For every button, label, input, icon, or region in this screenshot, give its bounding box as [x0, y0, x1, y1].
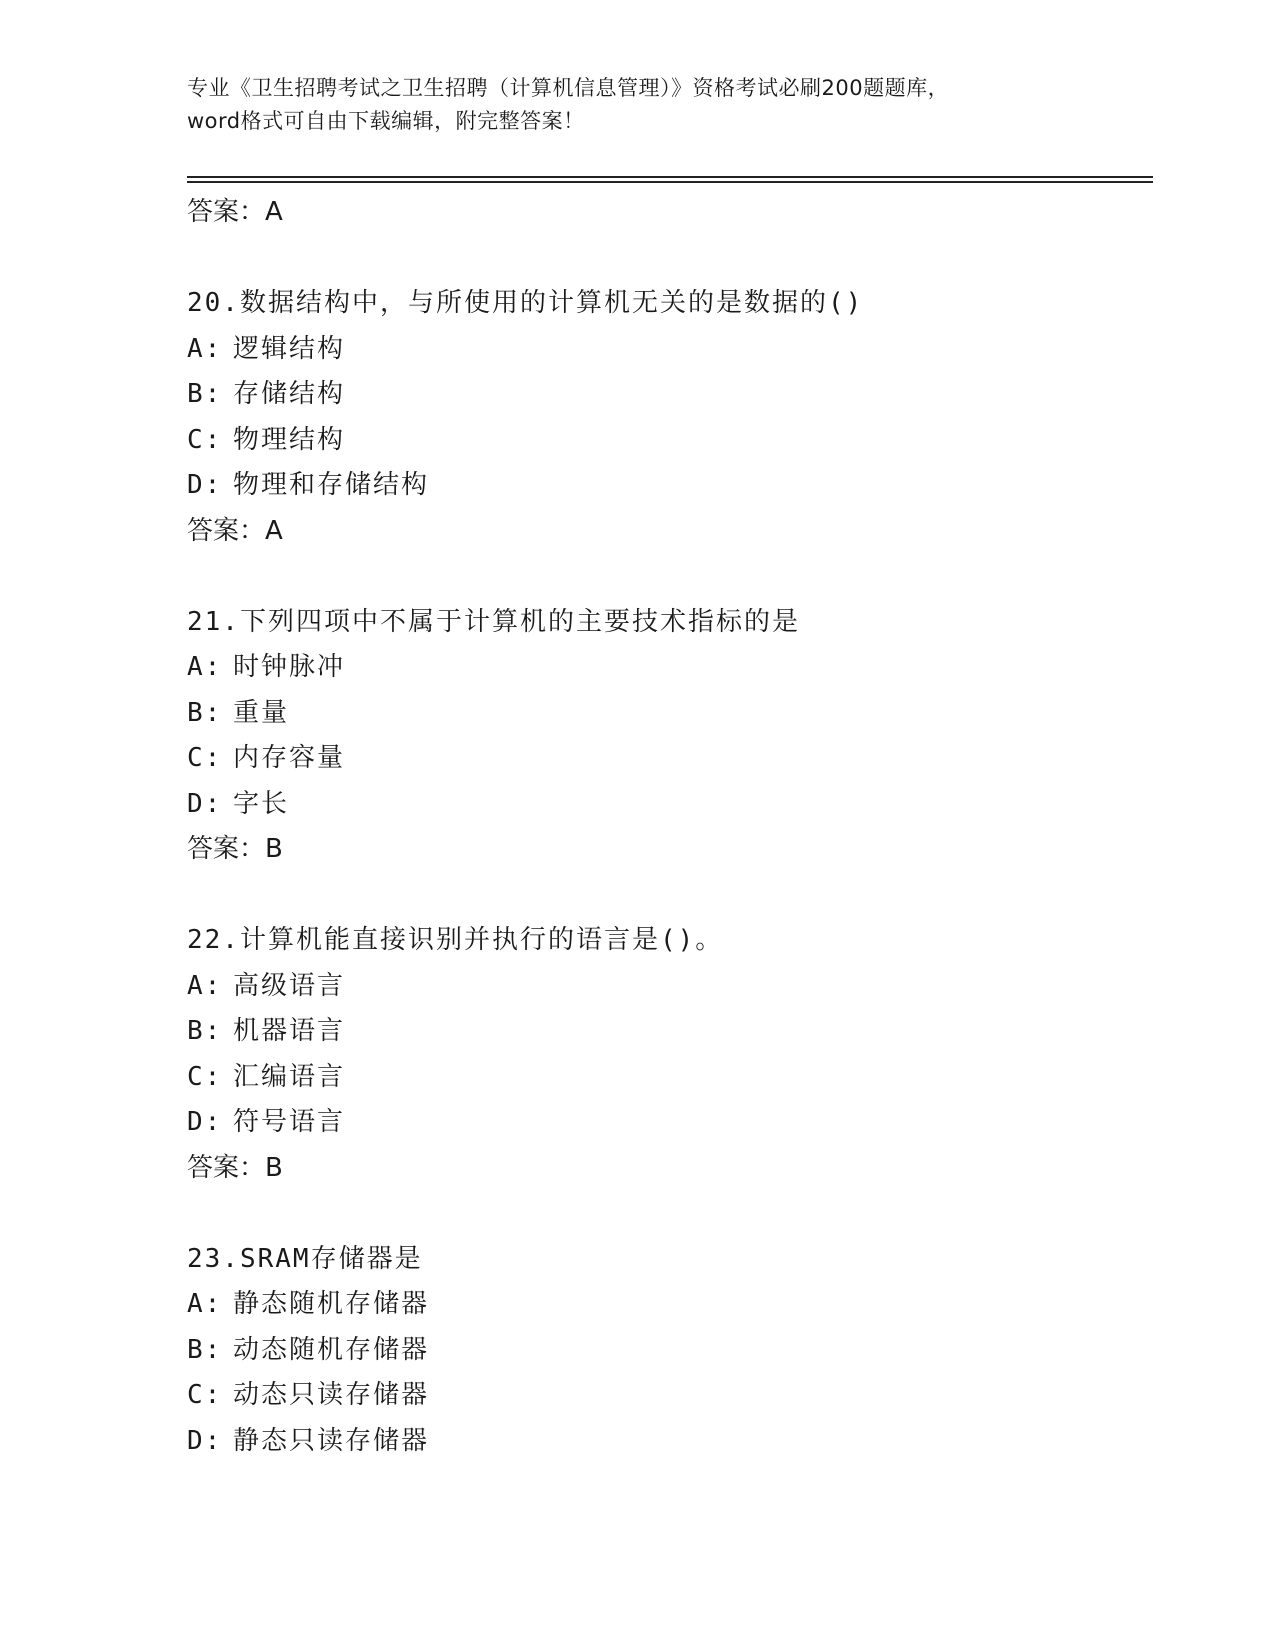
- option-label: C:: [187, 743, 223, 773]
- option-c: [187, 736, 1147, 782]
- option-text: 动态随机存储器: [233, 1334, 430, 1365]
- option-label: C:: [187, 1380, 223, 1410]
- option-text: 重量: [233, 697, 290, 728]
- question-text: 23.SRAM存储器是: [187, 1243, 423, 1274]
- option-label: D:: [187, 1425, 223, 1456]
- option-text: 时钟脉冲: [233, 652, 346, 682]
- option-text: 机器语言: [233, 1016, 346, 1046]
- header-divider-top: [187, 176, 1153, 178]
- option-label: A:: [187, 1289, 223, 1319]
- option-text: 高级语言: [233, 970, 346, 1001]
- option-a: [187, 645, 1147, 691]
- answer-text: 答案：B: [187, 834, 283, 864]
- option-label: A:: [187, 652, 223, 682]
- header-divider-bottom: [187, 181, 1153, 183]
- answer-text: 答案：A: [187, 515, 283, 546]
- option-label: B:: [187, 697, 223, 728]
- option-c: [187, 1055, 1147, 1101]
- previous-answer: 答案：A: [187, 197, 283, 227]
- option-a: [187, 327, 1147, 373]
- option-b: [187, 691, 1147, 737]
- option-text: 静态只读存储器: [233, 1425, 430, 1456]
- question-item: [187, 281, 1147, 554]
- header-line-2: word格式可自由下载编辑，附完整答案！: [187, 109, 585, 133]
- option-text: 内存容量: [233, 743, 346, 773]
- question-text: 21.下列四项中不属于计算机的主要技术指标的是: [187, 606, 800, 637]
- document-header: [187, 72, 1107, 138]
- option-text: 存储结构: [233, 379, 346, 409]
- option-text: 字长: [233, 788, 290, 819]
- option-label: A:: [187, 333, 223, 364]
- answer-text: 答案：B: [187, 1152, 283, 1183]
- option-label: B:: [187, 1016, 223, 1046]
- option-d: [187, 1100, 1147, 1146]
- option-text: 物理结构: [233, 424, 346, 455]
- option-c: [187, 1373, 1147, 1419]
- option-b: [187, 1009, 1147, 1055]
- option-d: [187, 782, 1147, 828]
- option-c: [187, 418, 1147, 464]
- option-label: D:: [187, 1107, 223, 1137]
- option-b: [187, 1328, 1147, 1374]
- option-a: [187, 1282, 1147, 1328]
- option-label: D:: [187, 788, 223, 819]
- option-label: B:: [187, 379, 223, 409]
- question-text: 20.数据结构中，与所使用的计算机无关的是数据的(): [187, 288, 864, 318]
- option-label: C:: [187, 424, 223, 455]
- option-d: [187, 1419, 1147, 1465]
- option-text: 动态只读存储器: [233, 1380, 430, 1410]
- question-item: [187, 600, 1147, 873]
- option-text: 符号语言: [233, 1107, 346, 1137]
- question-item: [187, 1237, 1147, 1465]
- option-label: C:: [187, 1061, 223, 1092]
- question-list: [187, 190, 1147, 1464]
- option-a: [187, 964, 1147, 1010]
- option-text: 汇编语言: [233, 1061, 346, 1092]
- option-b: [187, 372, 1147, 418]
- question-text: 22.计算机能直接识别并执行的语言是()。: [187, 925, 724, 955]
- header-line-1: 专业《卫生招聘考试之卫生招聘（计算机信息管理）》资格考试必刷200题题库，: [187, 76, 950, 100]
- option-label: B:: [187, 1334, 223, 1365]
- option-text: 物理和存储结构: [233, 470, 430, 500]
- option-text: 逻辑结构: [233, 333, 346, 364]
- question-item: [187, 918, 1147, 1191]
- option-label: D:: [187, 470, 223, 500]
- option-label: A:: [187, 970, 223, 1001]
- option-text: 静态随机存储器: [233, 1289, 430, 1319]
- option-d: [187, 463, 1147, 509]
